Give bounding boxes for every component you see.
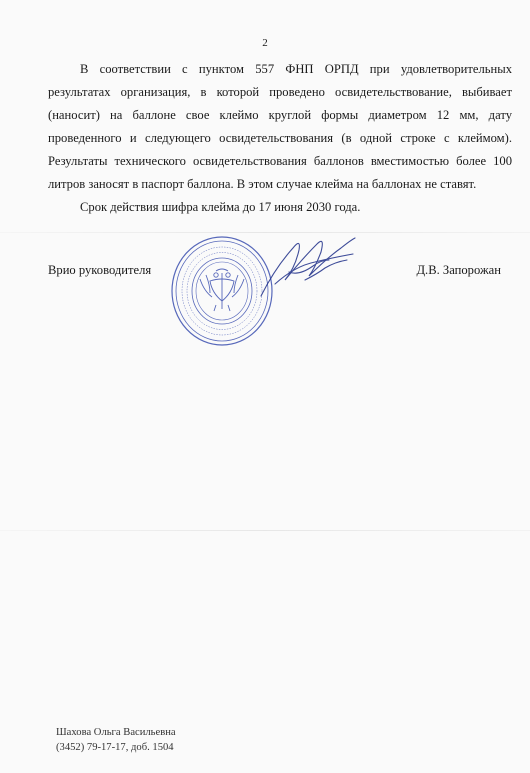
page-number: 2 [262,37,268,49]
signatory-name: Д.В. Запорожан [416,263,501,277]
signature-block [48,263,501,278]
letter-body [48,58,512,219]
paragraph-regulation: В соответствии с пунктом 557 ФНП ОРПД при удовлетворительных результатах организация, в которой проведено освидетельствование, выбивает (наносит) на баллоне свое клеймо круглой формы диаметром 12 мм, дату проведенного и следующего освидетельствования (в одной строке с клеймом). Результаты технического освидетельствования баллонов вместимостью более 100 литров заносят в паспорт баллона. В этом случае клейма на баллонах не ставят. [48,62,512,191]
fold-line [0,530,530,531]
executor-info [56,725,176,755]
executor-phone: (3452) 79-17-17, доб. 1504 [56,742,174,753]
signatory-position: Врио руководителя [48,263,152,277]
executor-name: Шахова Ольга Васильевна [56,727,176,738]
paragraph-deadline: Срок действия шифра клейма до 17 июня 2030 года. [80,200,361,214]
